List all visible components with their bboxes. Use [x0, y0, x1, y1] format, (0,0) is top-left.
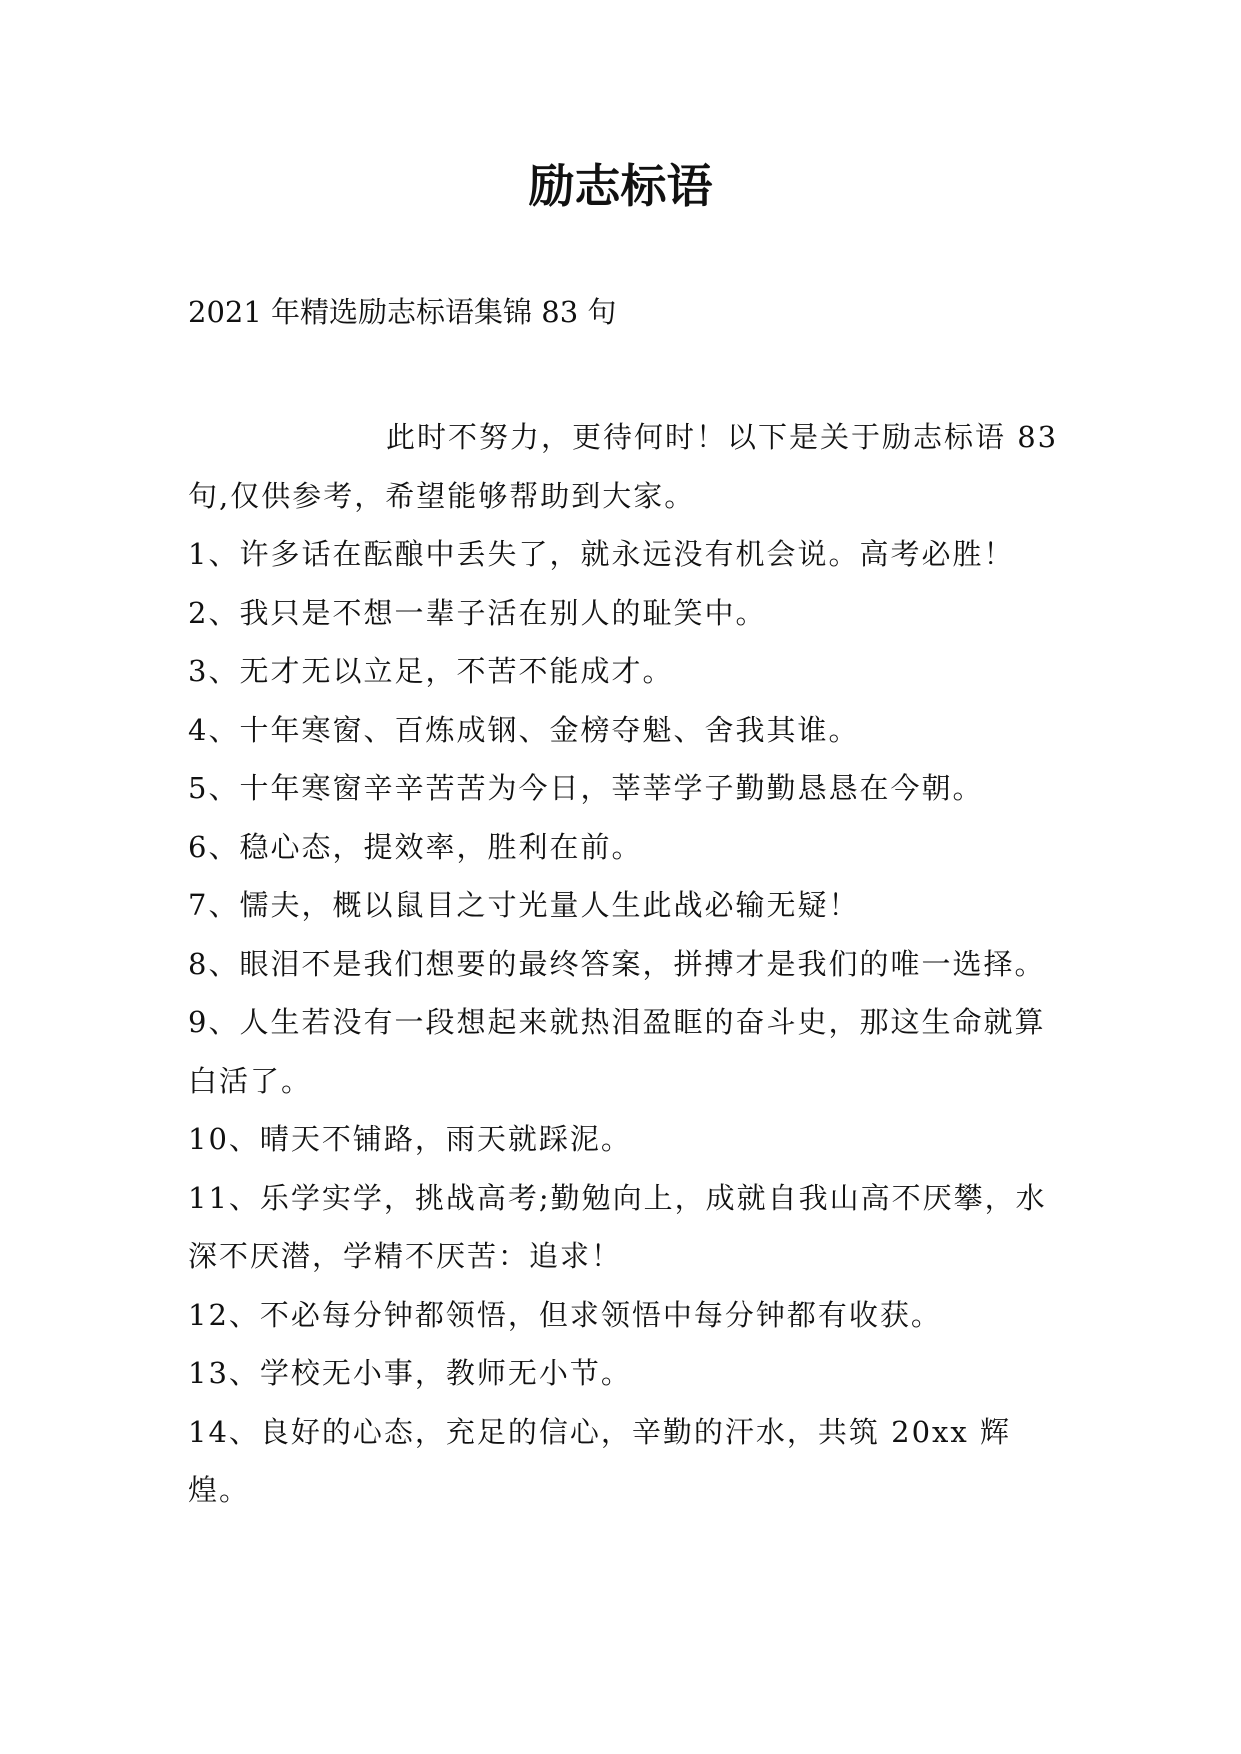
list-item: 13、学校无小事，教师无小节。: [188, 1356, 632, 1390]
list-item: 11、乐学实学，挑战高考;勤勉向上，成就自我山高不厌攀，水深不厌潜，学精不厌苦：追求！: [188, 1180, 1047, 1273]
list-item: 1、许多话在酝酿中丢失了，就永远没有机会说。高考必胜！: [188, 537, 1015, 571]
list-item: 12、不必每分钟都领悟，但求领悟中每分钟都有收获。: [188, 1297, 942, 1332]
list-item: 4、十年寒窗、百炼成钢、金榜夺魁、舍我其谁。: [188, 712, 860, 747]
list-item: 10、晴天不铺路，雨天就踩泥。: [188, 1122, 632, 1156]
list-item: 7、懦夫，概以鼠目之寸光量人生此战必输无疑！: [188, 888, 860, 922]
list-item: 14、良好的心态，充足的信心，辛勤的汗水，共筑 20xx 辉煌。: [188, 1414, 1011, 1507]
list-item: 8、眼泪不是我们想要的最终答案，拼搏才是我们的唯一选择。: [188, 946, 1046, 981]
list-item: 5、十年寒窗辛辛苦苦为今日，莘莘学子勤勤恳恳在今朝。: [188, 771, 984, 805]
list-item: 9、人生若没有一段想起来就热泪盈眶的奋斗史，那这生命就算白活了。: [188, 1005, 1046, 1098]
list-item: 3、无才无以立足，不苦不能成才。: [188, 654, 674, 688]
document-subtitle: 2021 年精选励志标语集锦 83 句: [188, 295, 617, 329]
list-item: 2、我只是不想一辈子活在别人的耻笑中。: [188, 595, 767, 630]
list-item: 6、稳心态，提效率，胜利在前。: [188, 829, 643, 864]
intro-paragraph: 此时不努力，更待何时！以下是关于励志标语 83 句,仅供参考，希望能够帮助到大家。: [188, 420, 1059, 513]
document-title: 励志标语: [528, 159, 713, 213]
document-body: [188, 408, 1070, 1520]
